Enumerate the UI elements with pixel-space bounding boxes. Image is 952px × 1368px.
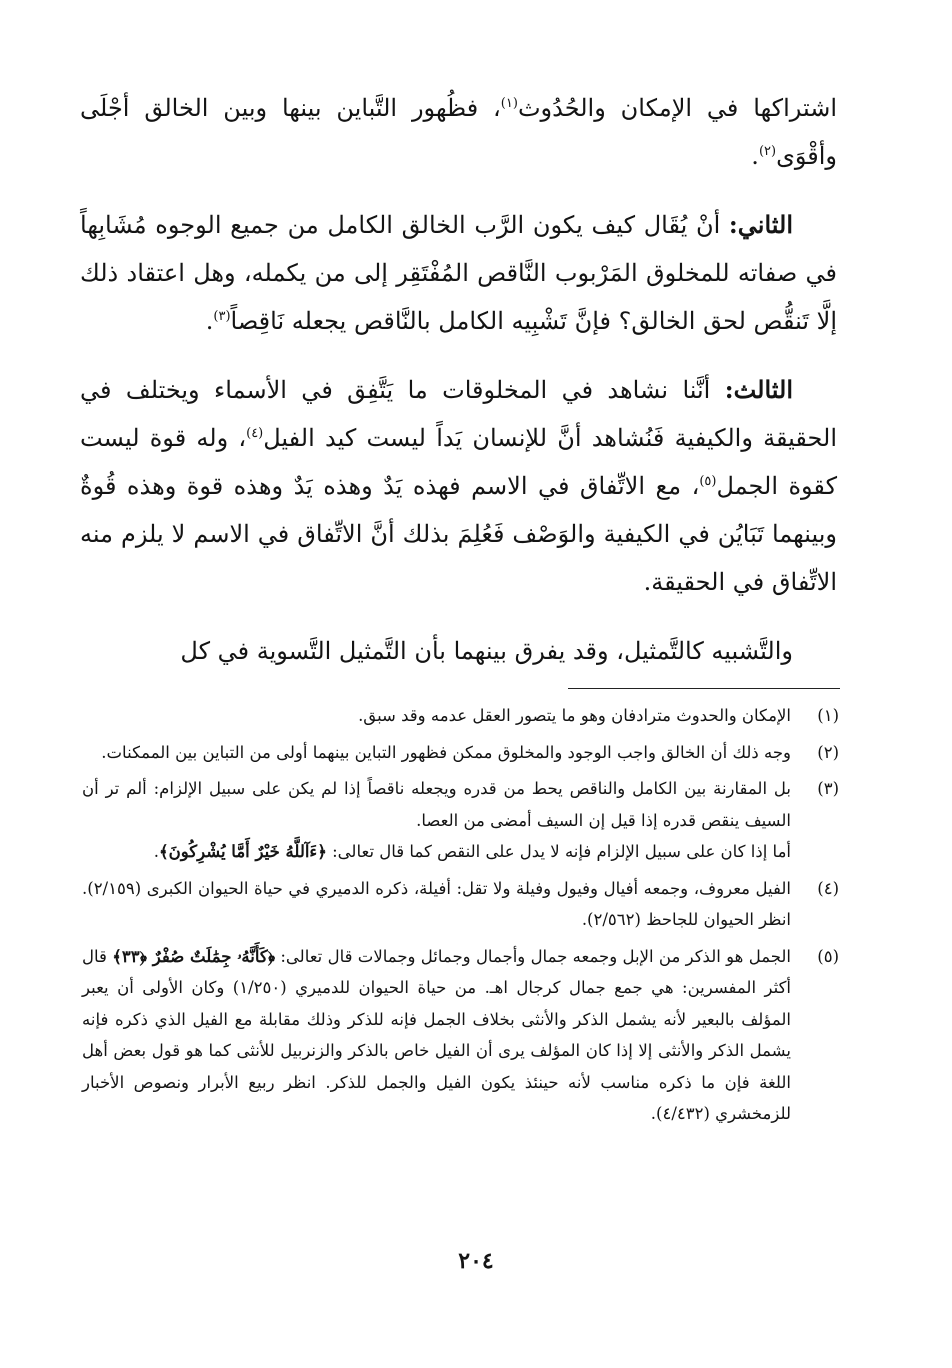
footnote-text: بل المقارنة بين الكامل والناقص يحط من قدره ويجعله ناقصاً إذا لم يكن على سبيل الإلزام: ألم تر أن السيف ينقص قدره إذا قيل إن السيف أمضى من العصا. xyxy=(82,779,791,830)
quran-verse: ﴿ءَآللَّهُ خَيْرٌ أَمَّا يُشْرِكُونَ﴾ xyxy=(158,842,327,861)
footnote-text-continued: أما إذا كان على سبيل الإلزام فإنه لا يدل على النقص كما قال تعالى: ﴿ءَآللَّهُ خَيْرٌ أَمَّا يُشْرِكُونَ﴾. xyxy=(153,842,791,861)
footnote-ref-4[interactable]: (٤) xyxy=(246,426,264,441)
footnote-ref-1[interactable]: (١) xyxy=(500,96,518,111)
section-lead-second: الثاني: xyxy=(728,210,793,239)
page-number: ٢٠٤ xyxy=(458,1248,494,1274)
main-text xyxy=(80,84,837,696)
footnote-1 xyxy=(82,700,839,732)
footnote-ref-5[interactable]: (٥) xyxy=(699,474,717,489)
footnote-text: الجمل هو الذكر من الإبل وجمعه جمال وأجمال وجمائل وجمالات قال تعالى: ﴿كَأَنَّهُۥ جِمَٰلَتٌ صُفْرٌ ﴿٣٣﴾ قال أكثر المفسرين: هي جمع جمال كرجال اهـ. من حياة الحيوان للدميري (١/٢٥٠) وكان الأولى أن يعبر المؤلف بالبعير لأنه يشمل الذكر والأنثى بخلاف الجمل فإنه للذكر وذلك مقابلة مع الفيل الذي ذكره فإنه يشمل الذكر والأنثى إلا إذا كان المؤلف يرى أن الفيل خاص بالذكر والزنربيل للأنثى كما هو قول بعض أهل اللغة فإن ما ذكره مناسب لأنه حينئذ يكون الفيل والجمل للذكر. انظر ربيع الأبرار ونصوص الأخبار للزمخشري (٤/٤٣٢). xyxy=(82,946,792,1123)
footnote-number: (٥) xyxy=(817,946,839,966)
footnote-ref-3[interactable]: (٣) xyxy=(213,309,231,324)
paragraph-second: الثاني: أنْ يُقَال كيف يكون الرَّب الخالق الكامل من جميع الوجوه مُشَابِهاً في صفاته للمخلوق المَرْبوب النَّاقص المُفْتَقِر إلى من يكمله، وهل اعتقاد ذلك إلَّا تَنقُّص لحق الخالق؟ فإنَّ تَشْبِيه الكامل بالنَّاقص يجعله نَاقِصاً$^{(٣)}$. xyxy=(80,210,837,335)
footnote-3 xyxy=(82,773,839,868)
paragraph-fourth: والتَّشبيه كالتَّمثيل، وقد يفرق بينهما بأن التَّمثيل التَّسوية في كل xyxy=(180,637,793,665)
footnote-text: وجه ذلك أن الخالق واجب الوجود والمخلوق ممكن فظهور التباين بينهما أولى من التباين بين الممكنات. xyxy=(101,742,791,762)
footnote-5 xyxy=(82,941,839,1130)
footnote-text: الفيل معروف، وجمعه أفيال وفيول وفيلة ولا تقل: أفيلة، ذكره الدميري في حياة الحيوان الكبرى (٢/١٥٩). انظر الحيوان للجاحظ (٢/٥٦٢). xyxy=(82,878,791,929)
footnote-4 xyxy=(82,873,839,936)
footnote-separator xyxy=(568,688,840,689)
paragraph-1: اشتراكها في الإمكان والحُدُوث$^{(١)}$، فظُهور التَّباين بينها وبين الخالق أجْلَى وأقْوَى$^{(٢)}$. xyxy=(80,94,838,170)
footnote-number: (٤) xyxy=(817,878,839,898)
footnote-text: الإمكان والحدوث مترادفان وهو ما يتصور العقل عدمه وقد سبق. xyxy=(358,706,791,725)
paragraph-third: الثالث: أنَّنا نشاهد في المخلوقات ما يَتَّفِق في الأسماء ويختلف في الحقيقة والكيفية فَنُشاهد أنَّ للإنسان يَداً ليست كيد الفيل$^{(٤)}$، وله قوة ليست كقوة الجمل$^{(٥)}$، مع الاتِّفاق في الاسم فهذه يَدٌ وهذه يَدٌ وهذه قوة وهذه قُوةٌ وبينهما تَبَايُن في الكيفية والوَصْف فَعُلِمَ بذلك أنَّ الاتِّفاق في الاسم لا يلزم منه الاتِّفاق في الحقيقة. xyxy=(80,375,837,596)
footnote-2 xyxy=(82,737,839,769)
section-lead-third: الثالث: xyxy=(724,375,793,404)
footnote-number: (٢) xyxy=(817,742,839,762)
footnotes xyxy=(82,700,839,1135)
footnote-number: (١) xyxy=(817,706,839,725)
footnote-number: (٣) xyxy=(817,779,839,798)
quran-verse: ﴿كَأَنَّهُۥ جِمَٰلَتٌ صُفْرٌ ﴿٣٣﴾ xyxy=(112,946,276,966)
footnote-ref-2[interactable]: (٢) xyxy=(758,144,777,159)
